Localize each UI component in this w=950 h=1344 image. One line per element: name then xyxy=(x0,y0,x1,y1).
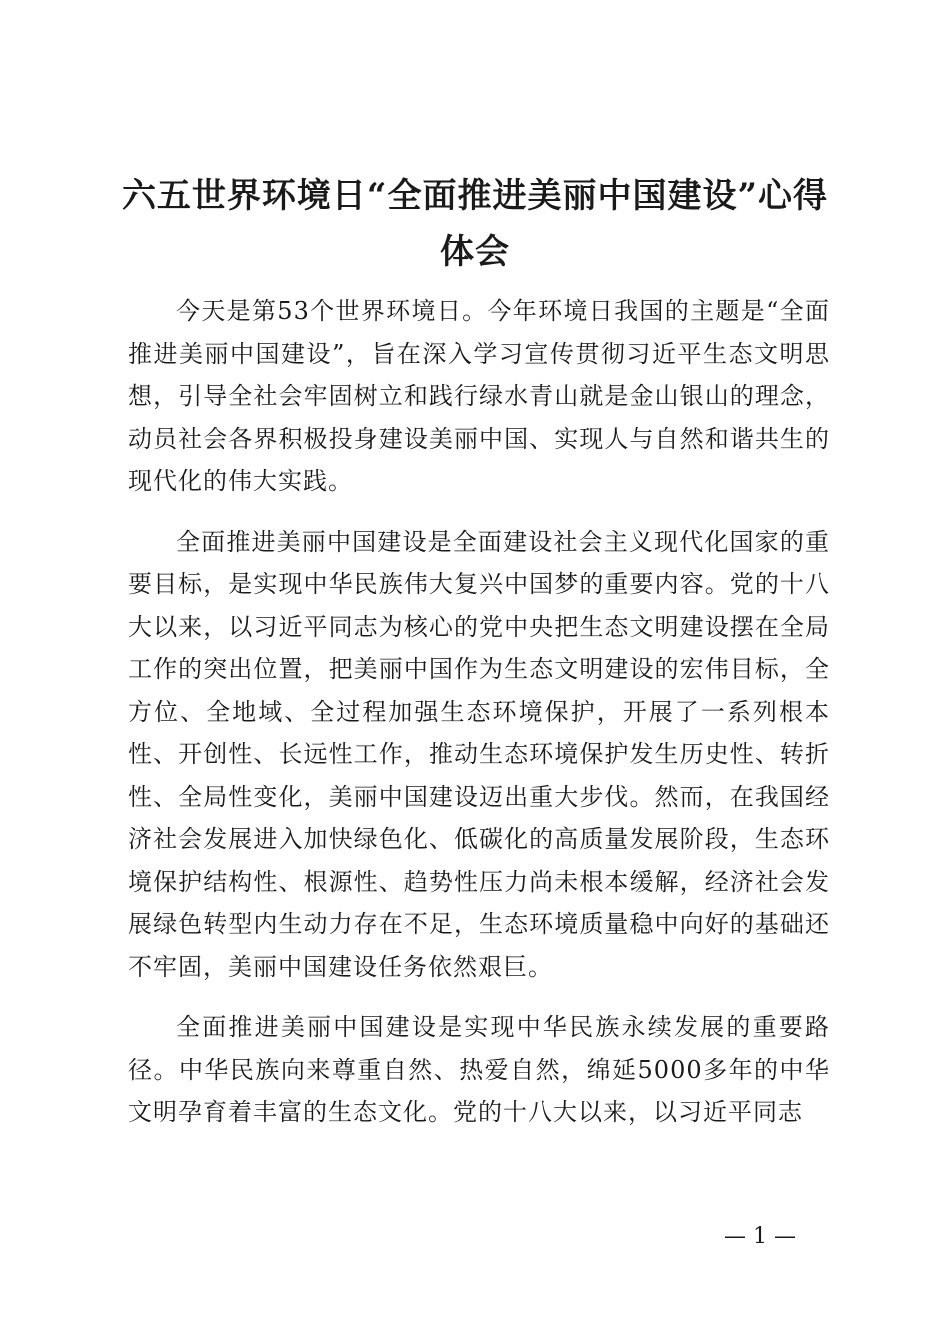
page-number: — 1 — xyxy=(724,1224,796,1249)
paragraph-3: 全面推进美丽中国建设是实现中华民族永续发展的重要路径。中华民族向来尊重自然、热爱自然，绵延5000多年的中华文明孕育着丰富的生态文化。党的十八大以来，以习近平同志 xyxy=(128,1013,830,1126)
paragraph-2: 全面推进美丽中国建设是全面建设社会主义现代化国家的重要目标，是实现中华民族伟大复兴中国梦的重要内容。党的十八大以来，以习近平同志为核心的党中央把生态文明建设摆在全局工作的突出位置，把美丽中国作为生态文明建设的宏伟目标，全方位、全地域、全过程加强生态环境保护，开展了一系列根本性、开创性、长远性工作，推动生态环境保护发生历史性、转折性、全局性变化，美丽中国建设迈出重大步伐。然而，在我国经济社会发展进入加快绿色化、低碳化的高质量发展阶段，生态环境保护结构性、根源性、趋势性压力尚未根本缓解，经济社会发展绿色转型内生动力存在不足，生态环境质量稳中向好的基础还不牢固，美丽中国建设任务依然艰巨。 xyxy=(128,527,830,981)
paragraph-1: 今天是第53个世界环境日。今年环境日我国的主题是“全面推进美丽中国建设”，旨在深入学习宣传贯彻习近平生态文明思想，引导全社会牢固树立和践行绿水青山就是金山银山的理念，动员社会各界积极投身建设美丽中国、实现人与自然和谐共生的现代化的伟大实践。 xyxy=(128,297,830,495)
document-body xyxy=(128,290,830,1152)
document-title: 六五世界环境日“全面推进美丽中国建设”心得体会 xyxy=(121,176,829,272)
